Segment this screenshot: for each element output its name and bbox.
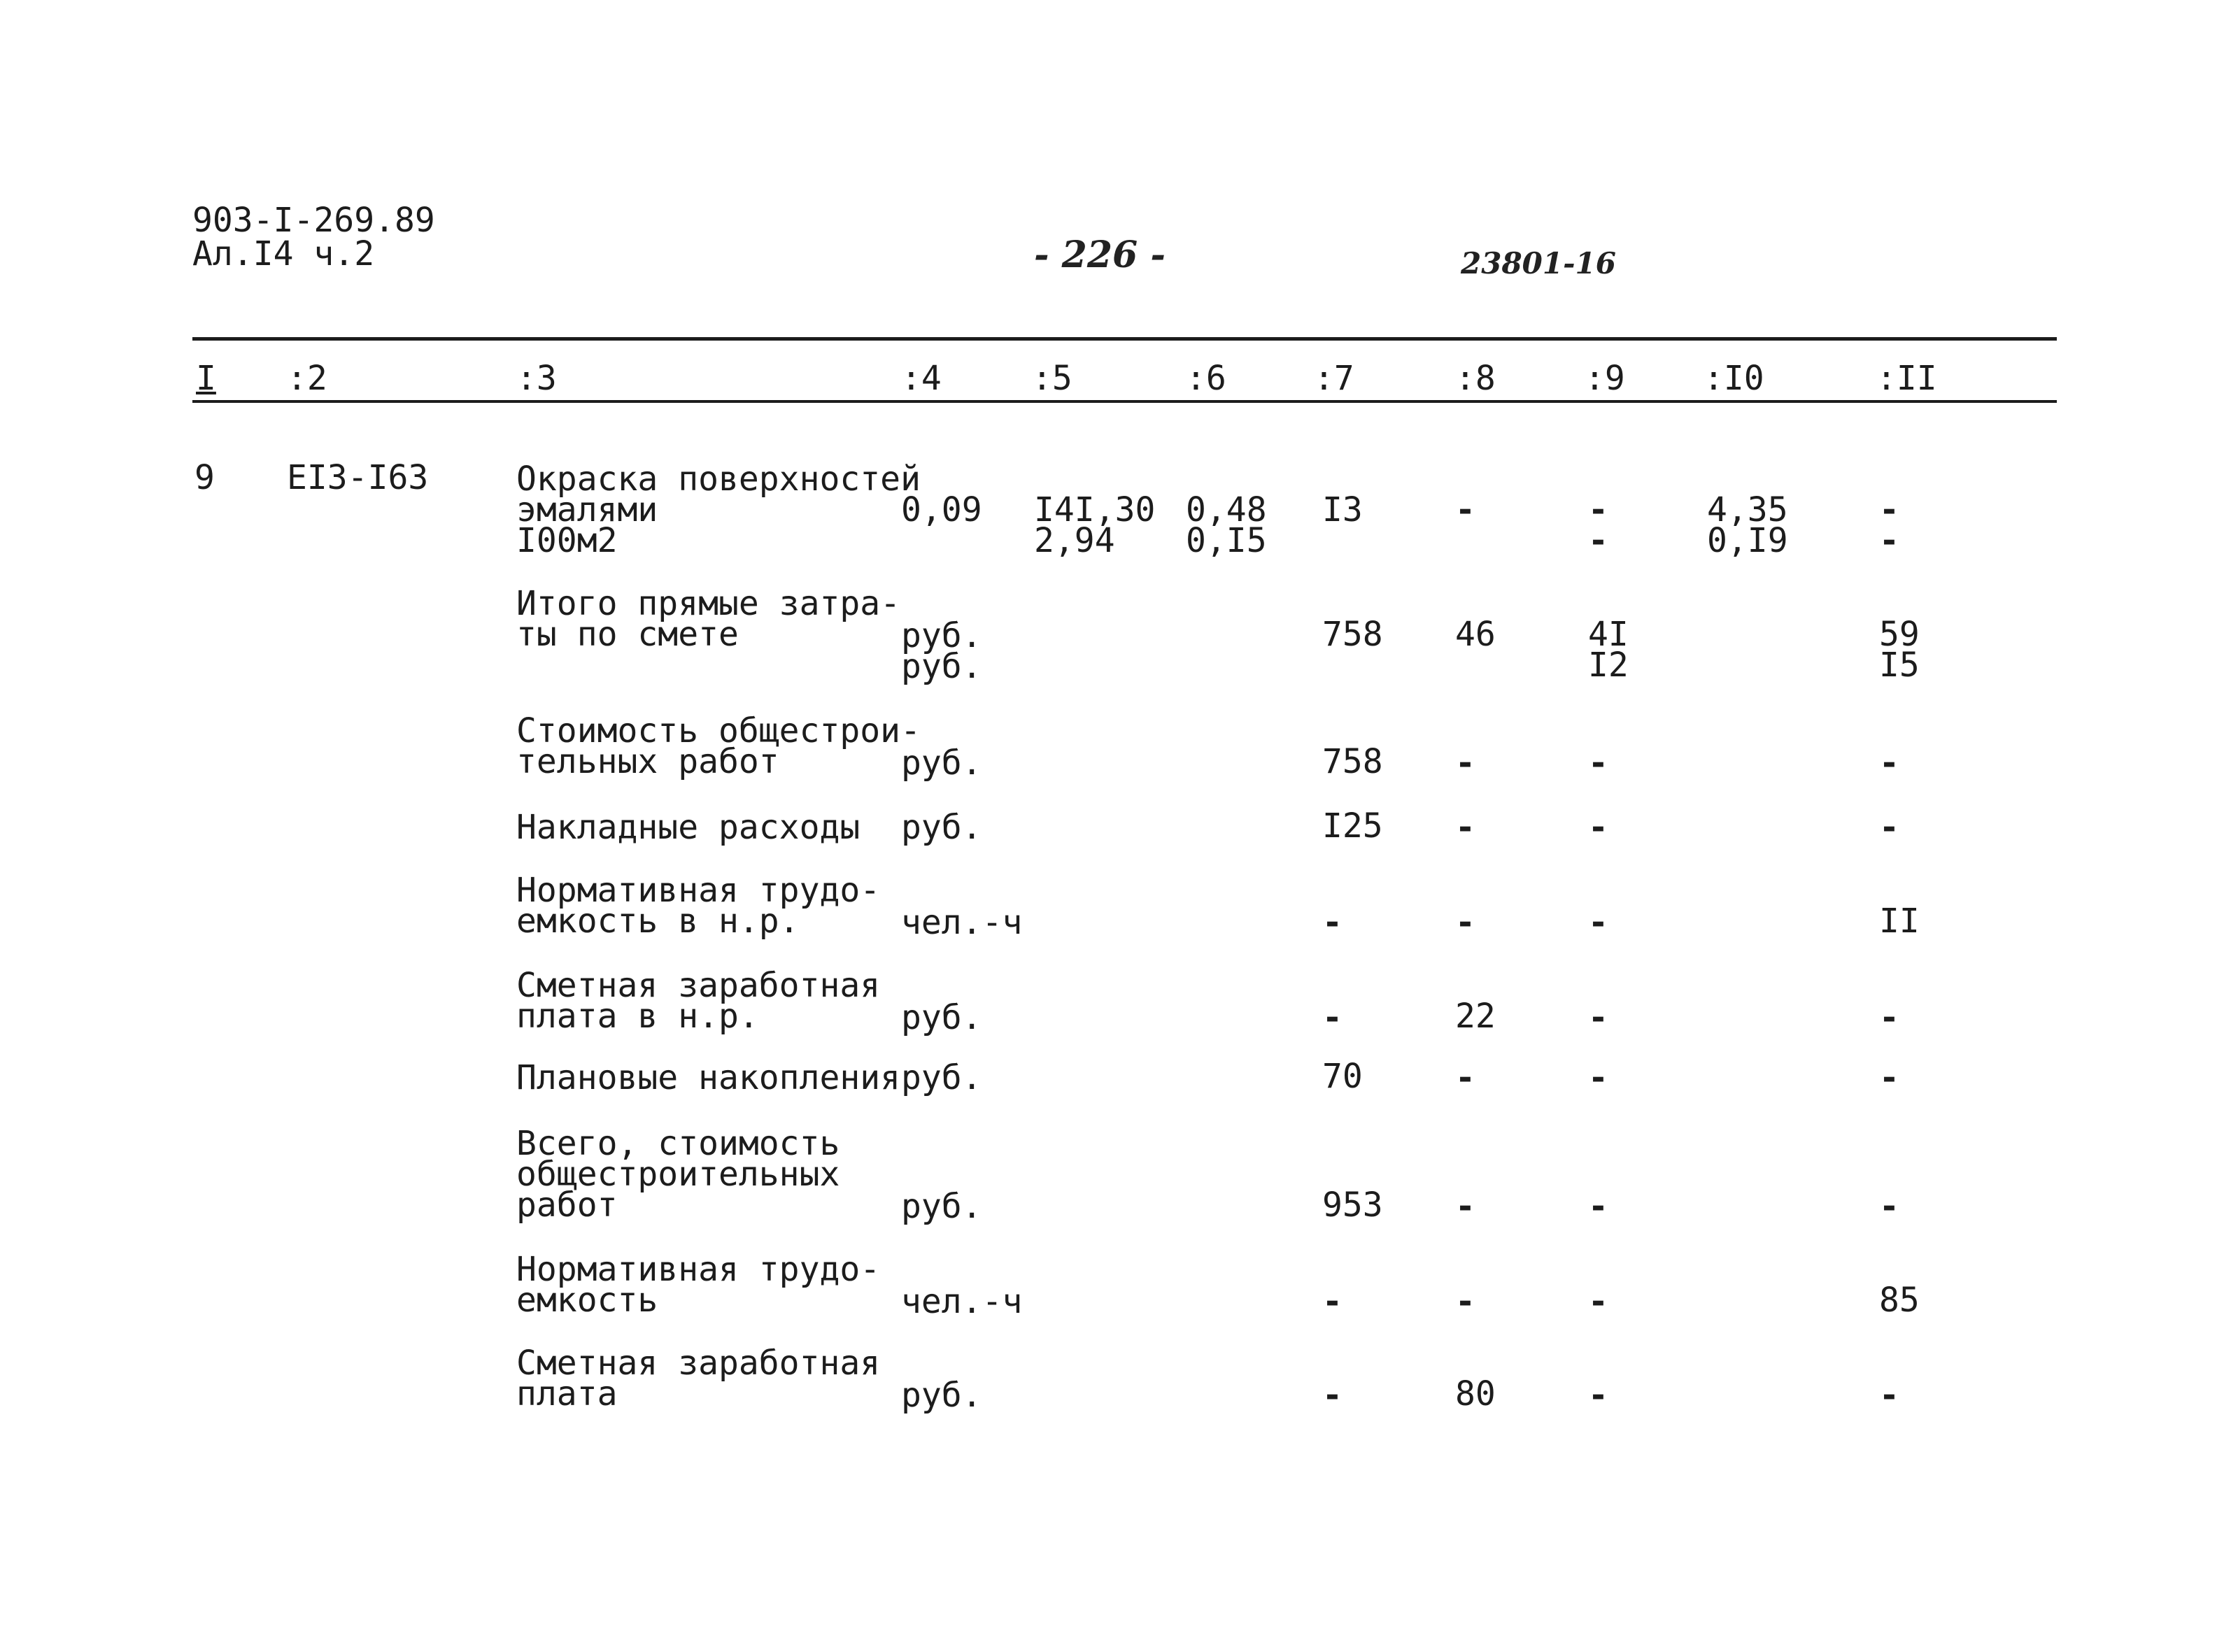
row-desc-line-1: Накладные расходы bbox=[516, 808, 860, 847]
page-number: - 226 - bbox=[1034, 234, 1166, 276]
row-c8: - bbox=[1455, 1187, 1475, 1226]
row-c7: 758 bbox=[1322, 615, 1383, 654]
sheet-label: Ал.I4 ч.2 bbox=[192, 234, 375, 273]
main-c6-line-2: 0,I5 bbox=[1186, 521, 1267, 560]
row-c11: 59 bbox=[1879, 615, 1920, 654]
row-unit: руб. bbox=[901, 1376, 982, 1415]
row-desc-line-1: Итого прямые затра- bbox=[516, 584, 901, 623]
price-code: EI3-I63 bbox=[287, 458, 429, 497]
row-unit: руб. bbox=[901, 808, 982, 847]
row-c8: - bbox=[1455, 808, 1475, 847]
row-c8: - bbox=[1455, 1058, 1475, 1097]
main-c5-line-2: 2,94 bbox=[1034, 521, 1115, 560]
row-desc-line-2: ты по смете bbox=[516, 615, 739, 654]
row-desc-line-1: Всего, стоимость bbox=[516, 1124, 840, 1163]
row-desc-line-1: Сметная заработная bbox=[516, 966, 881, 1005]
row-c9: - bbox=[1588, 1282, 1608, 1321]
row-c9: - bbox=[1588, 1376, 1608, 1415]
row-c9: - bbox=[1588, 1058, 1608, 1097]
main-c6-line-1: 0,48 bbox=[1186, 490, 1267, 529]
col-header-5: :5 bbox=[1032, 359, 1072, 398]
main-c5-line-1: I4I,30 bbox=[1034, 490, 1156, 529]
row-unit: руб. bbox=[901, 1058, 982, 1097]
row-desc-line-2: емкость bbox=[516, 1281, 658, 1320]
col-header-9: :9 bbox=[1585, 359, 1625, 398]
row-c7: - bbox=[1322, 1282, 1343, 1321]
row-c9: I2 bbox=[1588, 646, 1629, 685]
top-rule bbox=[192, 337, 2057, 341]
row-c11: - bbox=[1879, 743, 1899, 783]
row-c11: - bbox=[1879, 1187, 1899, 1226]
row-c8: 46 bbox=[1455, 615, 1496, 654]
row-c8: 22 bbox=[1455, 997, 1496, 1036]
row-c9: - bbox=[1588, 998, 1608, 1037]
row-unit: руб. bbox=[901, 998, 982, 1037]
row-c11: - bbox=[1879, 1376, 1899, 1415]
inventory-number: 23801-16 bbox=[1461, 246, 1616, 280]
row-c8: 80 bbox=[1455, 1374, 1496, 1414]
doc-number: 903-I-269.89 bbox=[192, 201, 435, 240]
col-header-3: :3 bbox=[516, 359, 557, 398]
row-c7: 70 bbox=[1322, 1057, 1363, 1096]
row-number: 9 bbox=[194, 458, 215, 497]
col-header-8: :8 bbox=[1455, 359, 1496, 398]
row-c7: 758 bbox=[1322, 742, 1383, 781]
row-unit: руб. bbox=[901, 1187, 982, 1226]
row-c11: II bbox=[1879, 902, 1920, 941]
main-c11-line-1: - bbox=[1879, 490, 1899, 529]
row-c9: - bbox=[1588, 743, 1608, 783]
row-c11: I5 bbox=[1879, 646, 1920, 685]
row-c8: - bbox=[1455, 1282, 1475, 1321]
row-c7: 953 bbox=[1322, 1185, 1383, 1225]
col-header-1: I bbox=[196, 359, 216, 398]
row-desc-line-2: плата в н.р. bbox=[516, 997, 759, 1036]
row-c9: - bbox=[1588, 903, 1608, 942]
col-header-6: :6 bbox=[1186, 359, 1226, 398]
main-c11-line-2: - bbox=[1879, 521, 1899, 560]
row-unit: руб. bbox=[901, 616, 982, 655]
row-desc-line-1: Сметная заработная bbox=[516, 1344, 881, 1383]
row-desc-line-2: емкость в н.р. bbox=[516, 902, 800, 941]
row-desc-line-1: Нормативная трудо- bbox=[516, 1250, 881, 1289]
row-unit: руб. bbox=[901, 743, 982, 783]
col-header-10: :I0 bbox=[1704, 359, 1764, 398]
row-c8: - bbox=[1455, 743, 1475, 783]
row-desc-line-3: работ bbox=[516, 1185, 618, 1225]
main-c8: - bbox=[1455, 490, 1475, 529]
row-c11: 85 bbox=[1879, 1281, 1920, 1320]
row-desc-line-2: тельных работ bbox=[516, 742, 779, 781]
header-underline bbox=[192, 400, 2057, 403]
col-header-4: :4 bbox=[901, 359, 942, 398]
main-c10-line-2: 0,I9 bbox=[1707, 521, 1788, 560]
row-unit: чел.-ч bbox=[901, 903, 1023, 942]
row-c7: - bbox=[1322, 903, 1343, 942]
main-qty: 0,09 bbox=[901, 490, 982, 529]
row-c11: - bbox=[1879, 1058, 1899, 1097]
row-c9: - bbox=[1588, 1187, 1608, 1226]
row-c8: - bbox=[1455, 903, 1475, 942]
row-c7: - bbox=[1322, 998, 1343, 1037]
main-c10-line-1: 4,35 bbox=[1707, 490, 1788, 529]
row-c11: - bbox=[1879, 998, 1899, 1037]
col-header-11: :II bbox=[1876, 359, 1937, 398]
col-header-7: :7 bbox=[1314, 359, 1354, 398]
row-c9: - bbox=[1588, 808, 1608, 847]
col-header-2: :2 bbox=[287, 359, 327, 398]
row-desc-line-2: общестроительных bbox=[516, 1155, 840, 1194]
row-c7: - bbox=[1322, 1376, 1343, 1415]
row-desc-line-1: Нормативная трудо- bbox=[516, 871, 881, 910]
row-c11: - bbox=[1879, 808, 1899, 847]
row-c7: I25 bbox=[1322, 806, 1383, 846]
main-c7: I3 bbox=[1322, 490, 1363, 529]
row-unit: чел.-ч bbox=[901, 1282, 1023, 1321]
row-unit: руб. bbox=[901, 647, 982, 686]
row-desc-line-2: плата bbox=[516, 1374, 618, 1414]
row-desc-line-1: Стоимость общестрои- bbox=[516, 711, 921, 750]
main-c9-line-1: - bbox=[1588, 490, 1608, 529]
row-c9: 4I bbox=[1588, 615, 1629, 654]
row-desc-line-1: Плановые накопления bbox=[516, 1058, 901, 1097]
main-desc-line-3: I00м2 bbox=[516, 521, 618, 560]
main-desc-line-2: эмалями bbox=[516, 490, 658, 529]
main-c9-line-2: - bbox=[1588, 521, 1608, 560]
main-desc-line-1: Окраска поверхностей bbox=[516, 460, 921, 499]
